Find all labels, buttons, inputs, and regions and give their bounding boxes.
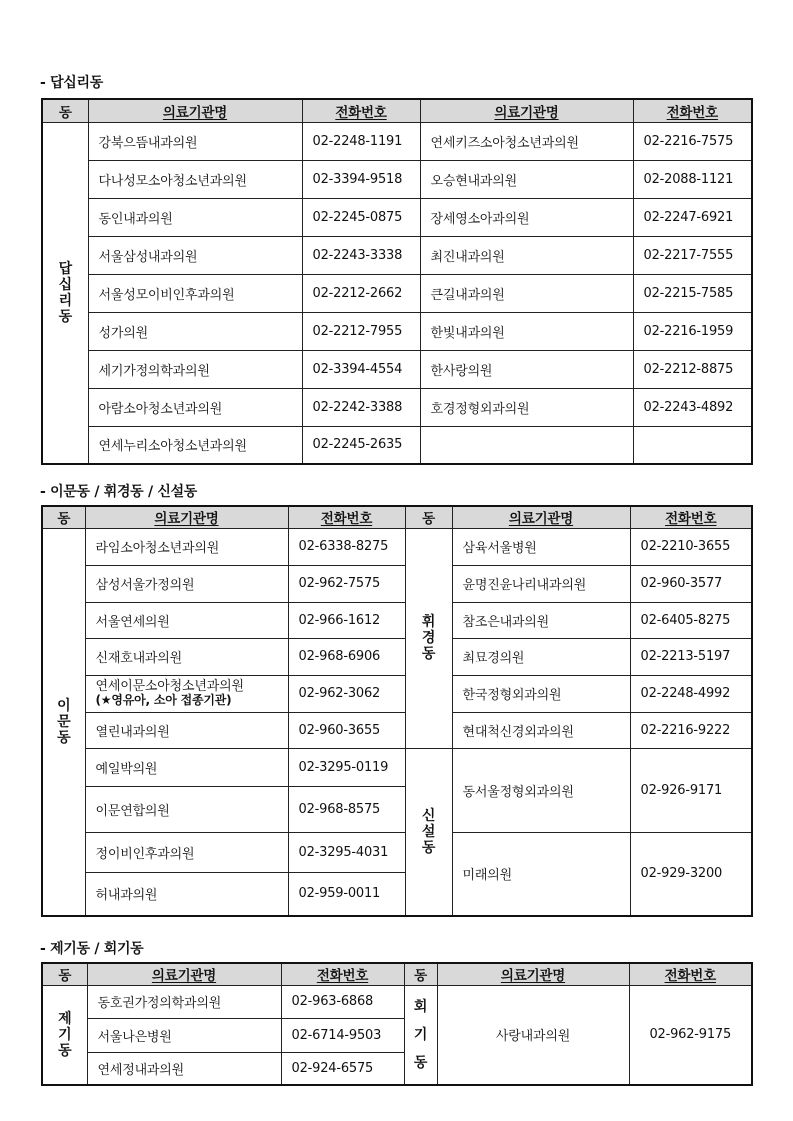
- header-name: 의료기관명: [85, 506, 288, 528]
- dong-label-sinseol: 신설동: [405, 748, 452, 916]
- dong-label-hoegi: 회 기 동: [404, 985, 437, 1085]
- header-dong-2: 동: [405, 506, 452, 528]
- clinic-name: 참조은내과의원: [452, 602, 630, 638]
- clinic-phone: 02-6714-9503: [281, 1018, 404, 1052]
- clinic-name: 세기가정의학과의원: [88, 350, 302, 388]
- clinic-phone: 02-960-3655: [288, 712, 405, 748]
- clinic-phone: 02-6405-8275: [630, 602, 752, 638]
- clinic-name: 강북으뜸내과의원: [88, 122, 302, 160]
- clinic-name: 사랑내과의원: [437, 985, 629, 1085]
- header-name-2: 의료기관명: [452, 506, 630, 528]
- header-name: 의료기관명: [87, 963, 281, 985]
- clinic-name: 라임소아청소년과의원: [85, 528, 288, 565]
- table-row: [42, 198, 752, 236]
- clinic-phone: 02-962-7575: [288, 565, 405, 602]
- clinic-phone: 02-968-6906: [288, 638, 405, 675]
- table-row: [42, 160, 752, 198]
- clinic-name: 이문연합의원: [85, 786, 288, 832]
- clinic-name: 동호권가정의학과의원: [87, 985, 281, 1018]
- clinic-phone: 02-2212-2662: [302, 274, 420, 312]
- clinic-name: 최묘경의원: [452, 638, 630, 675]
- clinic-name: 큰길내과의원: [420, 274, 633, 312]
- clinic-phone: 02-2248-1191: [302, 122, 420, 160]
- clinic-name-main: 연세이문소아청소년과의원: [95, 679, 244, 694]
- clinic-name: 동서울정형외과의원: [452, 748, 630, 832]
- clinic-phone: 02-2215-7585: [633, 274, 752, 312]
- table-row: [42, 602, 752, 638]
- clinic-phone: 02-2247-6921: [633, 198, 752, 236]
- table-row: [42, 236, 752, 274]
- clinic-phone: 02-3394-4554: [302, 350, 420, 388]
- table-row: [42, 274, 752, 312]
- table-row: [42, 388, 752, 426]
- clinic-name: 연세누리소아청소년과의원: [88, 426, 302, 464]
- table-row: [42, 712, 752, 748]
- clinic-name: 삼육서울병원: [452, 528, 630, 565]
- section-title-jegi-hoegi: - 제기동 / 회기동: [40, 941, 144, 957]
- clinic-name: 아람소아청소년과의원: [88, 388, 302, 426]
- clinic-name: 연세키즈소아청소년과의원: [420, 122, 633, 160]
- clinic-phone: 02-963-6868: [281, 985, 404, 1018]
- table-row: [42, 122, 752, 160]
- header-dong: 동: [42, 99, 88, 122]
- table-imun-hwigyeong-sinseol: [41, 505, 753, 917]
- clinic-name: 호경정형외과의원: [420, 388, 633, 426]
- clinic-phone: 02-2212-7955: [302, 312, 420, 350]
- clinic-name: 연세정내과의원: [87, 1052, 281, 1085]
- clinic-phone: 02-966-1612: [288, 602, 405, 638]
- clinic-name: 서울삼성내과의원: [88, 236, 302, 274]
- clinic-phone: 02-962-9175: [629, 985, 752, 1085]
- clinic-phone: 02-2217-7555: [633, 236, 752, 274]
- clinic-phone: 02-6338-8275: [288, 528, 405, 565]
- header-phone: 전화번호: [281, 963, 404, 985]
- clinic-phone: 02-2210-3655: [630, 528, 752, 565]
- table-row: [42, 985, 752, 1018]
- header-phone-2: 전화번호: [630, 506, 752, 528]
- clinic-phone: 02-2248-4992: [630, 675, 752, 712]
- table-row: [42, 565, 752, 602]
- clinic-phone: 02-2243-4892: [633, 388, 752, 426]
- clinic-name: 서울성모이비인후과의원: [88, 274, 302, 312]
- clinic-phone: 02-2216-1959: [633, 312, 752, 350]
- table-row: [42, 748, 752, 786]
- clinic-name: 오승현내과의원: [420, 160, 633, 198]
- header-dong-2: 동: [404, 963, 437, 985]
- table-row: [42, 528, 752, 565]
- clinic-phone: 02-2245-0875: [302, 198, 420, 236]
- clinic-phone: 02-968-8575: [288, 786, 405, 832]
- section-title-imun-hwigyeong-sinseol: - 이문동 / 휘경동 / 신설동: [40, 484, 198, 500]
- clinic-phone: 02-926-9171: [630, 748, 752, 832]
- clinic-name: [85, 675, 288, 712]
- clinic-phone: 02-2212-8875: [633, 350, 752, 388]
- clinic-name: 허내과의원: [85, 872, 288, 916]
- dong-label-dapsimni: 답십리동: [42, 122, 88, 464]
- clinic-name: 성가의원: [88, 312, 302, 350]
- clinic-phone: 02-3394-9518: [302, 160, 420, 198]
- clinic-name: 예일박의원: [85, 748, 288, 786]
- clinic-name: 한국정형외과의원: [452, 675, 630, 712]
- clinic-name: 현대척신경외과의원: [452, 712, 630, 748]
- clinic-phone: 02-2242-3388: [302, 388, 420, 426]
- clinic-phone: 02-960-3577: [630, 565, 752, 602]
- clinic-phone: 02-2213-5197: [630, 638, 752, 675]
- table-row: [42, 675, 752, 712]
- table-dapsimni: [41, 98, 753, 465]
- header-phone-2: 전화번호: [633, 99, 752, 122]
- clinic-name: 신재호내과의원: [85, 638, 288, 675]
- vaccination-note: (★영유아, 소아 접종기관): [95, 693, 232, 707]
- clinic-name: [420, 426, 633, 464]
- clinic-phone: 02-924-6575: [281, 1052, 404, 1085]
- clinic-phone: 02-2245-2635: [302, 426, 420, 464]
- header-phone: 전화번호: [302, 99, 420, 122]
- header-dong: 동: [42, 506, 85, 528]
- clinic-name: 서울나은병원: [87, 1018, 281, 1052]
- clinic-name: 윤명진윤나리내과의원: [452, 565, 630, 602]
- clinic-phone: 02-2216-9222: [630, 712, 752, 748]
- dong-label-hwigyeong: 휘경동: [405, 528, 452, 748]
- header-phone-2: 전화번호: [629, 963, 752, 985]
- clinic-name: 한빛내과의원: [420, 312, 633, 350]
- header-phone: 전화번호: [288, 506, 405, 528]
- clinic-name: 미래의원: [452, 832, 630, 916]
- table-row: [42, 312, 752, 350]
- clinic-name: 동인내과의원: [88, 198, 302, 236]
- clinic-phone: 02-2088-1121: [633, 160, 752, 198]
- table-row: [42, 350, 752, 388]
- table-jegi-hoegi: [41, 962, 753, 1086]
- clinic-phone: 02-3295-4031: [288, 832, 405, 872]
- clinic-name: 열린내과의원: [85, 712, 288, 748]
- table-row: [42, 638, 752, 675]
- clinic-phone: 02-3295-0119: [288, 748, 405, 786]
- dong-label-jegi: 제기동: [42, 985, 87, 1085]
- clinic-name: 서울연세의원: [85, 602, 288, 638]
- header-name: 의료기관명: [88, 99, 302, 122]
- clinic-name: 최진내과의원: [420, 236, 633, 274]
- clinic-phone: 02-962-3062: [288, 675, 405, 712]
- clinic-name: 삼성서울가정의원: [85, 565, 288, 602]
- section-title-dapsimni: - 답십리동: [40, 75, 103, 91]
- clinic-phone: 02-2243-3338: [302, 236, 420, 274]
- header-name-2: 의료기관명: [420, 99, 633, 122]
- dong-label-imun: 이문동: [42, 528, 85, 916]
- clinic-phone: 02-929-3200: [630, 832, 752, 916]
- table-row: [42, 832, 752, 872]
- clinic-name: 정이비인후과의원: [85, 832, 288, 872]
- header-name-2: 의료기관명: [437, 963, 629, 985]
- clinic-name: 장세영소아과의원: [420, 198, 633, 236]
- table-row: [42, 426, 752, 464]
- clinic-phone: 02-959-0011: [288, 872, 405, 916]
- clinic-name: 한사랑의원: [420, 350, 633, 388]
- clinic-phone: 02-2216-7575: [633, 122, 752, 160]
- clinic-name: 다나성모소아청소년과의원: [88, 160, 302, 198]
- clinic-phone: [633, 426, 752, 464]
- header-dong: 동: [42, 963, 87, 985]
